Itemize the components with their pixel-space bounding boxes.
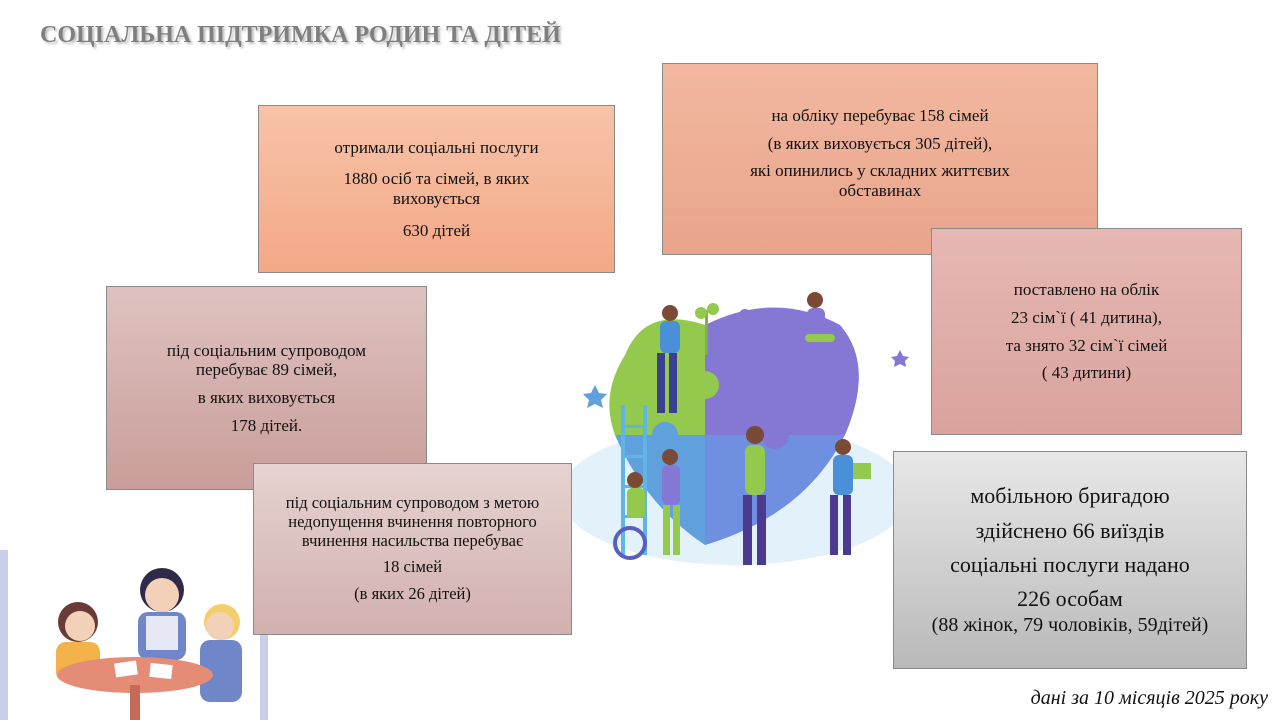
support-line-2: в яких виховується	[197, 388, 336, 407]
footnote: дані за 10 місяців 2025 року	[1030, 687, 1268, 709]
registered-line-1: поставлено на облік	[1013, 280, 1160, 300]
violence-prevention-box	[253, 463, 572, 635]
mobile-team-box	[893, 451, 1247, 669]
violence-line-1: під соціальним супроводом з метою недопущення вчинення повторного вчинення насильства перебуває	[285, 492, 540, 550]
violence-line-2: 18 сімей	[382, 557, 443, 577]
children-table-illustration	[0, 550, 270, 720]
registered-line-3: та знято 32 сім`ї сімей	[1005, 335, 1168, 355]
services-line-1: отримали соціальні послуги	[334, 137, 539, 157]
mobile-line-3: соціальні послуги надано	[950, 552, 1190, 577]
registry-line-3: які опинились у складних життєвих обставинах	[750, 161, 1010, 200]
registry-line-2: (в яких виховується 305 дітей),	[767, 133, 993, 153]
registered-line-2: 23 сім`ї ( 41 дитина),	[1011, 307, 1162, 327]
registry-box	[662, 63, 1098, 255]
support-line-3: 178 дітей.	[230, 415, 303, 435]
support-line-1: під соціальним супроводом перебуває 89 сімей,	[166, 340, 367, 380]
services-line-3: 630 дітей	[402, 220, 471, 240]
services-line-2: 1880 осіб та сімей, в яких виховується	[343, 169, 530, 208]
services-box	[258, 105, 615, 273]
registered-box	[931, 228, 1242, 435]
mobile-line-2: здійснено 66 виїздів	[975, 517, 1165, 543]
mobile-line-5: (88 жінок, 79 чоловіків, 59дітей)	[931, 613, 1209, 636]
registry-line-1: на обліку перебуває 158 сімей	[771, 106, 989, 125]
mobile-line-4: 226 особам	[1017, 586, 1123, 612]
registered-line-4: ( 43 дитини)	[1041, 363, 1132, 383]
violence-line-3: (в яких 26 дітей)	[354, 584, 471, 604]
page-title: СОЦІАЛЬНА ПІДТРИМКА РОДИН ТА ДІТЕЙ	[40, 22, 561, 48]
mobile-line-1: мобільною бригадою	[970, 483, 1170, 509]
puzzle-heart-illustration	[545, 285, 910, 585]
support-box	[106, 286, 427, 490]
